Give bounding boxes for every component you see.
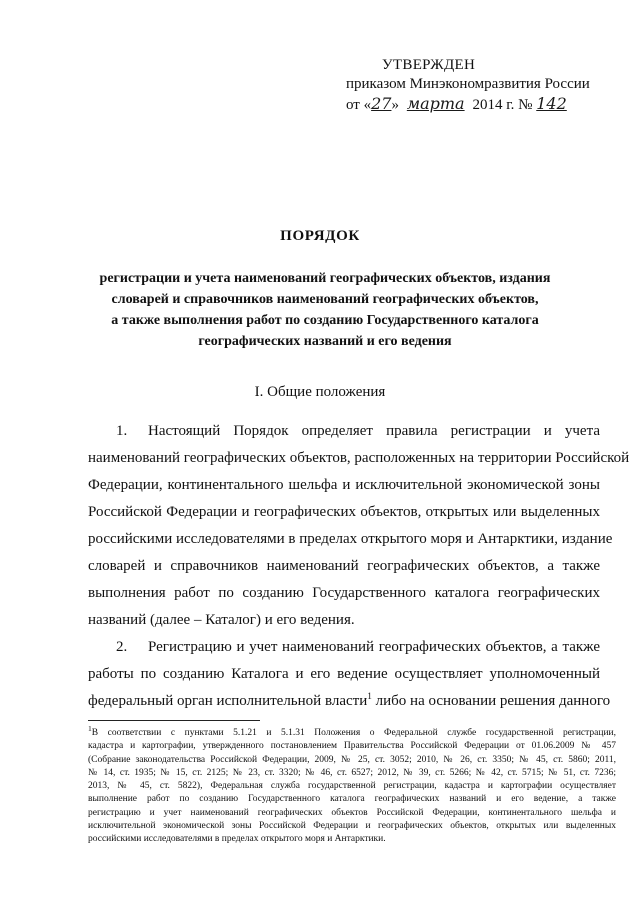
subtitle-line: словарей и справочников наименований географических объектов,: [111, 292, 539, 307]
footnote-reference: 1: [367, 692, 372, 702]
footnote-line: выполнение работ по созданию Государственного каталога географических названий и его ведение, а также: [88, 794, 616, 805]
paragraph-1-line: Федерации, континентального шельфа и исключительной экономической зоны: [88, 477, 600, 493]
approval-title: УТВЕРЖДЕН: [382, 57, 476, 73]
paragraph-1-line: наименований географических объектов, расположенных на территории Российской: [88, 450, 630, 466]
date-prefix: от «: [346, 97, 372, 113]
footnote-line: кадастра и картографии, утвержденного постановлением Правительства Российской Федерации от 01.06.2009 № 457: [88, 741, 616, 752]
footnote: [88, 723, 616, 847]
paragraph-1-line: 1. Настоящий Порядок определяет правила регистрации и учета: [88, 418, 600, 445]
footnote-line: № 14, ст. 1935; № 15, ст. 2125; № 23, ст. 3320; № 46, ст. 6527; 2012, № 39, ст. 5266; № 42, ст. 5715; № 51, ст. 7236;: [88, 767, 616, 778]
subtitle-line: а также выполнения работ по созданию Государственного каталога: [111, 313, 539, 328]
paragraph-2-line: работы по созданию Каталога и его ведение осуществляет уполномоченный: [88, 666, 600, 682]
paragraph-1-line: названий (далее – Каталог) и его ведения.: [88, 612, 355, 628]
subtitle-line: географических названий и его ведения: [198, 334, 452, 349]
footnote-divider: [88, 720, 260, 721]
section-heading: I. Общие положения: [254, 384, 386, 400]
document-subtitle: [90, 268, 560, 352]
paragraph-1-line: российскими исследователями в пределах открытого моря и Антарктики, издание: [88, 531, 613, 547]
date-mid: »: [391, 97, 399, 113]
paragraph-2-line: федеральный орган исполнительной власти$^1$ либо на основании решения данного: [88, 692, 611, 709]
footnote-line: регистрацию и учет наименований географических объектов Российской Федерации, континентального шельфа и: [88, 807, 616, 818]
document-title: ПОРЯДОК: [280, 228, 360, 244]
paragraph-2-line: 2. Регистрацию и учет наименований географических объектов, а также: [88, 634, 600, 661]
paragraph-1-line: словарей и справочников наименований географических объектов, а также: [88, 558, 600, 574]
document-body: [88, 418, 630, 715]
paragraph-1-number: 1.: [116, 423, 128, 439]
paragraph-1-line: Российской Федерации и географических объектов, открытых или выделенных: [88, 504, 600, 520]
footnote-marker: 1: [88, 723, 92, 733]
footnote-line: $^1$В соответствии с пунктами 5.1.21 и 5.1.31 Положения о Федеральной службе государственной регистрации,: [88, 723, 616, 738]
footnote-line: (Собрание законодательства Российской Федерации, 2009, № 25, ст. 3052; 2010, № 26, ст. 3350; № 45, ст. 5860; 2011,: [88, 754, 616, 765]
approval-date-line: [346, 94, 616, 115]
handwritten-order-number: 142: [536, 94, 567, 113]
footnote-line: исключительной экономической зоны Российской Федерации и географических объектов, открытых или выделенных: [88, 821, 616, 832]
date-year: 2014 г. №: [472, 97, 533, 113]
footnote-line: российскими исследователями в пределах открытого моря и Антарктики.: [88, 834, 386, 845]
handwritten-day: 27: [371, 94, 392, 113]
paragraph-1-line: выполнения работ по созданию Государственного каталога географических: [88, 585, 600, 601]
subtitle-line: регистрации и учета наименований географических объектов, издания: [99, 271, 551, 286]
footnote-line: 2013, № 45, ст. 5822), Федеральная служба государственной регистрации, кадастра и картографии осуществляет: [88, 781, 616, 792]
paragraph-2-number: 2.: [116, 639, 128, 655]
approval-order-line: приказом Минэкономразвития России: [346, 76, 590, 92]
approval-stamp: [346, 56, 616, 115]
handwritten-month: марта: [406, 94, 465, 113]
